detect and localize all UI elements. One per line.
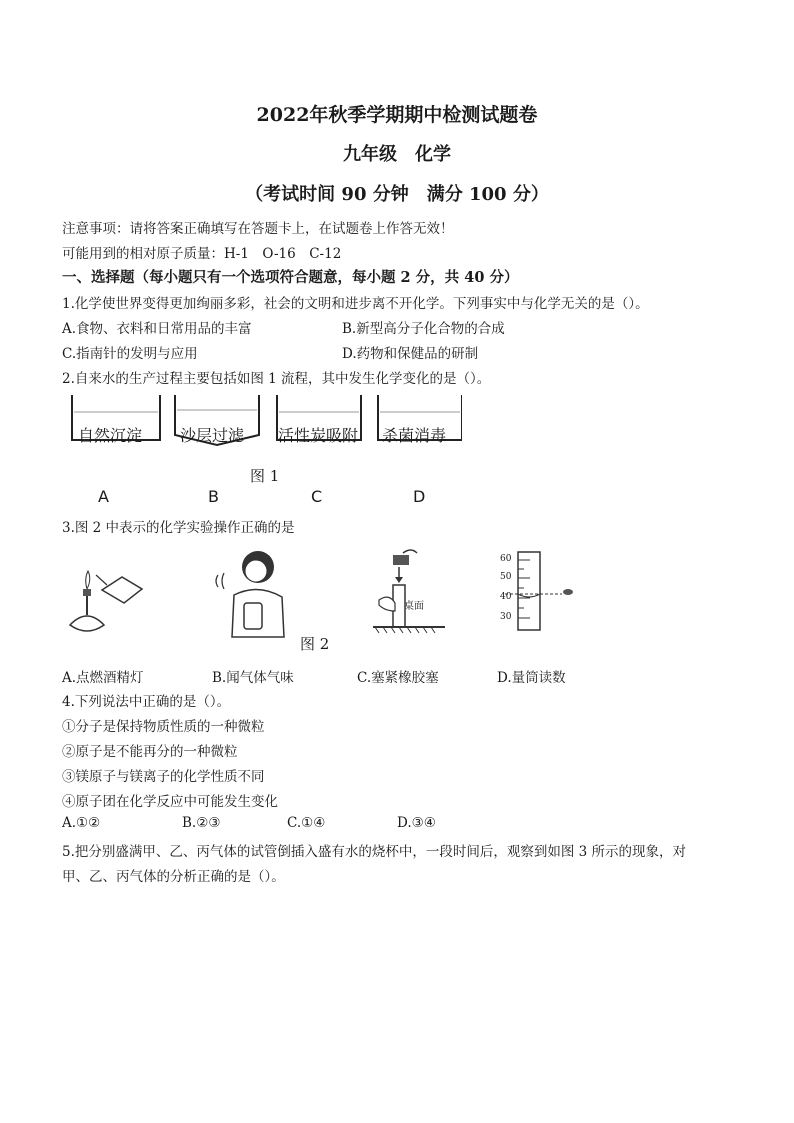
- q2-letter-a: A: [98, 487, 109, 506]
- q4-statement-2: ②原子是不能再分的一种微粒: [62, 744, 238, 760]
- cylinder-tick-50: 50: [500, 572, 512, 582]
- desk-label: 桌面: [404, 601, 424, 612]
- notice-text: 注意事项：请将答案正确填写在答题卡上，在试题卷上作答无效！: [62, 221, 454, 237]
- q4-statement-1: ①分子是保持物质性质的一种微粒: [62, 719, 265, 735]
- question-5-stem-line-2: 甲、乙、丙气体的分析正确的是（）。: [62, 869, 285, 885]
- q3-option-a: A.点燃酒精灯: [62, 670, 144, 686]
- q1-option-b: B.新型高分子化合物的合成: [342, 321, 505, 337]
- alcohol-lamp-illustration: [62, 555, 152, 640]
- q4-statement-3: ③镁原子与镁离子的化学性质不同: [62, 769, 265, 785]
- cylinder-tick-40: 40: [500, 592, 512, 602]
- step-label-3: 活性炭吸附: [278, 426, 359, 445]
- q3-option-d: D.量筒读数: [497, 670, 566, 686]
- q2-letter-c: C: [311, 487, 323, 506]
- question-1-stem: 1.化学使世界变得更加绚丽多彩，社会的文明和进步离不开化学。下列事实中与化学无关的是（）。: [62, 296, 649, 312]
- question-5-stem-line-1: 5.把分别盛满甲、乙、丙气体的试管倒插入盛有水的烧杯中，一段时间后，观察到如图 3 所示的现象，对: [62, 844, 687, 860]
- cylinder-tick-30: 30: [500, 612, 512, 622]
- smelling-gas-illustration: [208, 545, 298, 640]
- q1-option-a: A.食物、衣料和日常用品的丰富: [62, 321, 252, 337]
- q4-option-c: C.①④: [287, 815, 326, 831]
- graduated-cylinder-illustration: [500, 550, 590, 632]
- q3-option-c: C.塞紧橡胶塞: [357, 670, 439, 686]
- step-label-4: 杀菌消毒: [382, 426, 447, 445]
- q4-option-a: A.①②: [62, 815, 101, 831]
- q1-option-c: C.指南针的发明与应用: [62, 346, 198, 362]
- figure-1-label: 图 1: [250, 467, 280, 485]
- step-label-1: 自然沉淀: [78, 426, 143, 445]
- question-3-stem: 3.图 2 中表示的化学实验操作正确的是: [62, 520, 295, 536]
- figure-2-label: 图 2: [300, 635, 330, 653]
- atomic-masses-text: 可能用到的相对原子质量：H-1 O-16 C-12: [62, 246, 342, 262]
- q2-letter-d: D: [413, 487, 426, 506]
- q2-letter-b: B: [208, 487, 219, 506]
- cylinder-tick-60: 60: [500, 554, 512, 564]
- q1-option-d: D.药物和保健品的研制: [342, 346, 479, 362]
- rubber-stopper-illustration: [365, 545, 455, 635]
- q4-statement-4: ④原子团在化学反应中可能发生变化: [62, 794, 278, 810]
- question-2-stem: 2.自来水的生产过程主要包括如图 1 流程，其中发生化学变化的是（）。: [62, 371, 491, 387]
- section-heading: 一、选择题（每小题只有一个选项符合题意，每小题 2 分，共 40 分）: [62, 269, 519, 286]
- step-label-2: 沙层过滤: [180, 426, 245, 445]
- q4-option-b: B.②③: [182, 815, 221, 831]
- exam-time-info: （考试时间 90 分钟 满分 100 分）: [245, 184, 549, 205]
- exam-subtitle: 九年级 化学: [343, 144, 451, 165]
- q3-option-b: B.闻气体气味: [212, 670, 294, 686]
- question-4-stem: 4.下列说法中正确的是（）。: [62, 694, 231, 710]
- q4-option-d: D.③④: [397, 815, 436, 831]
- exam-title: 2022年秋季学期期中检测试题卷: [256, 104, 538, 126]
